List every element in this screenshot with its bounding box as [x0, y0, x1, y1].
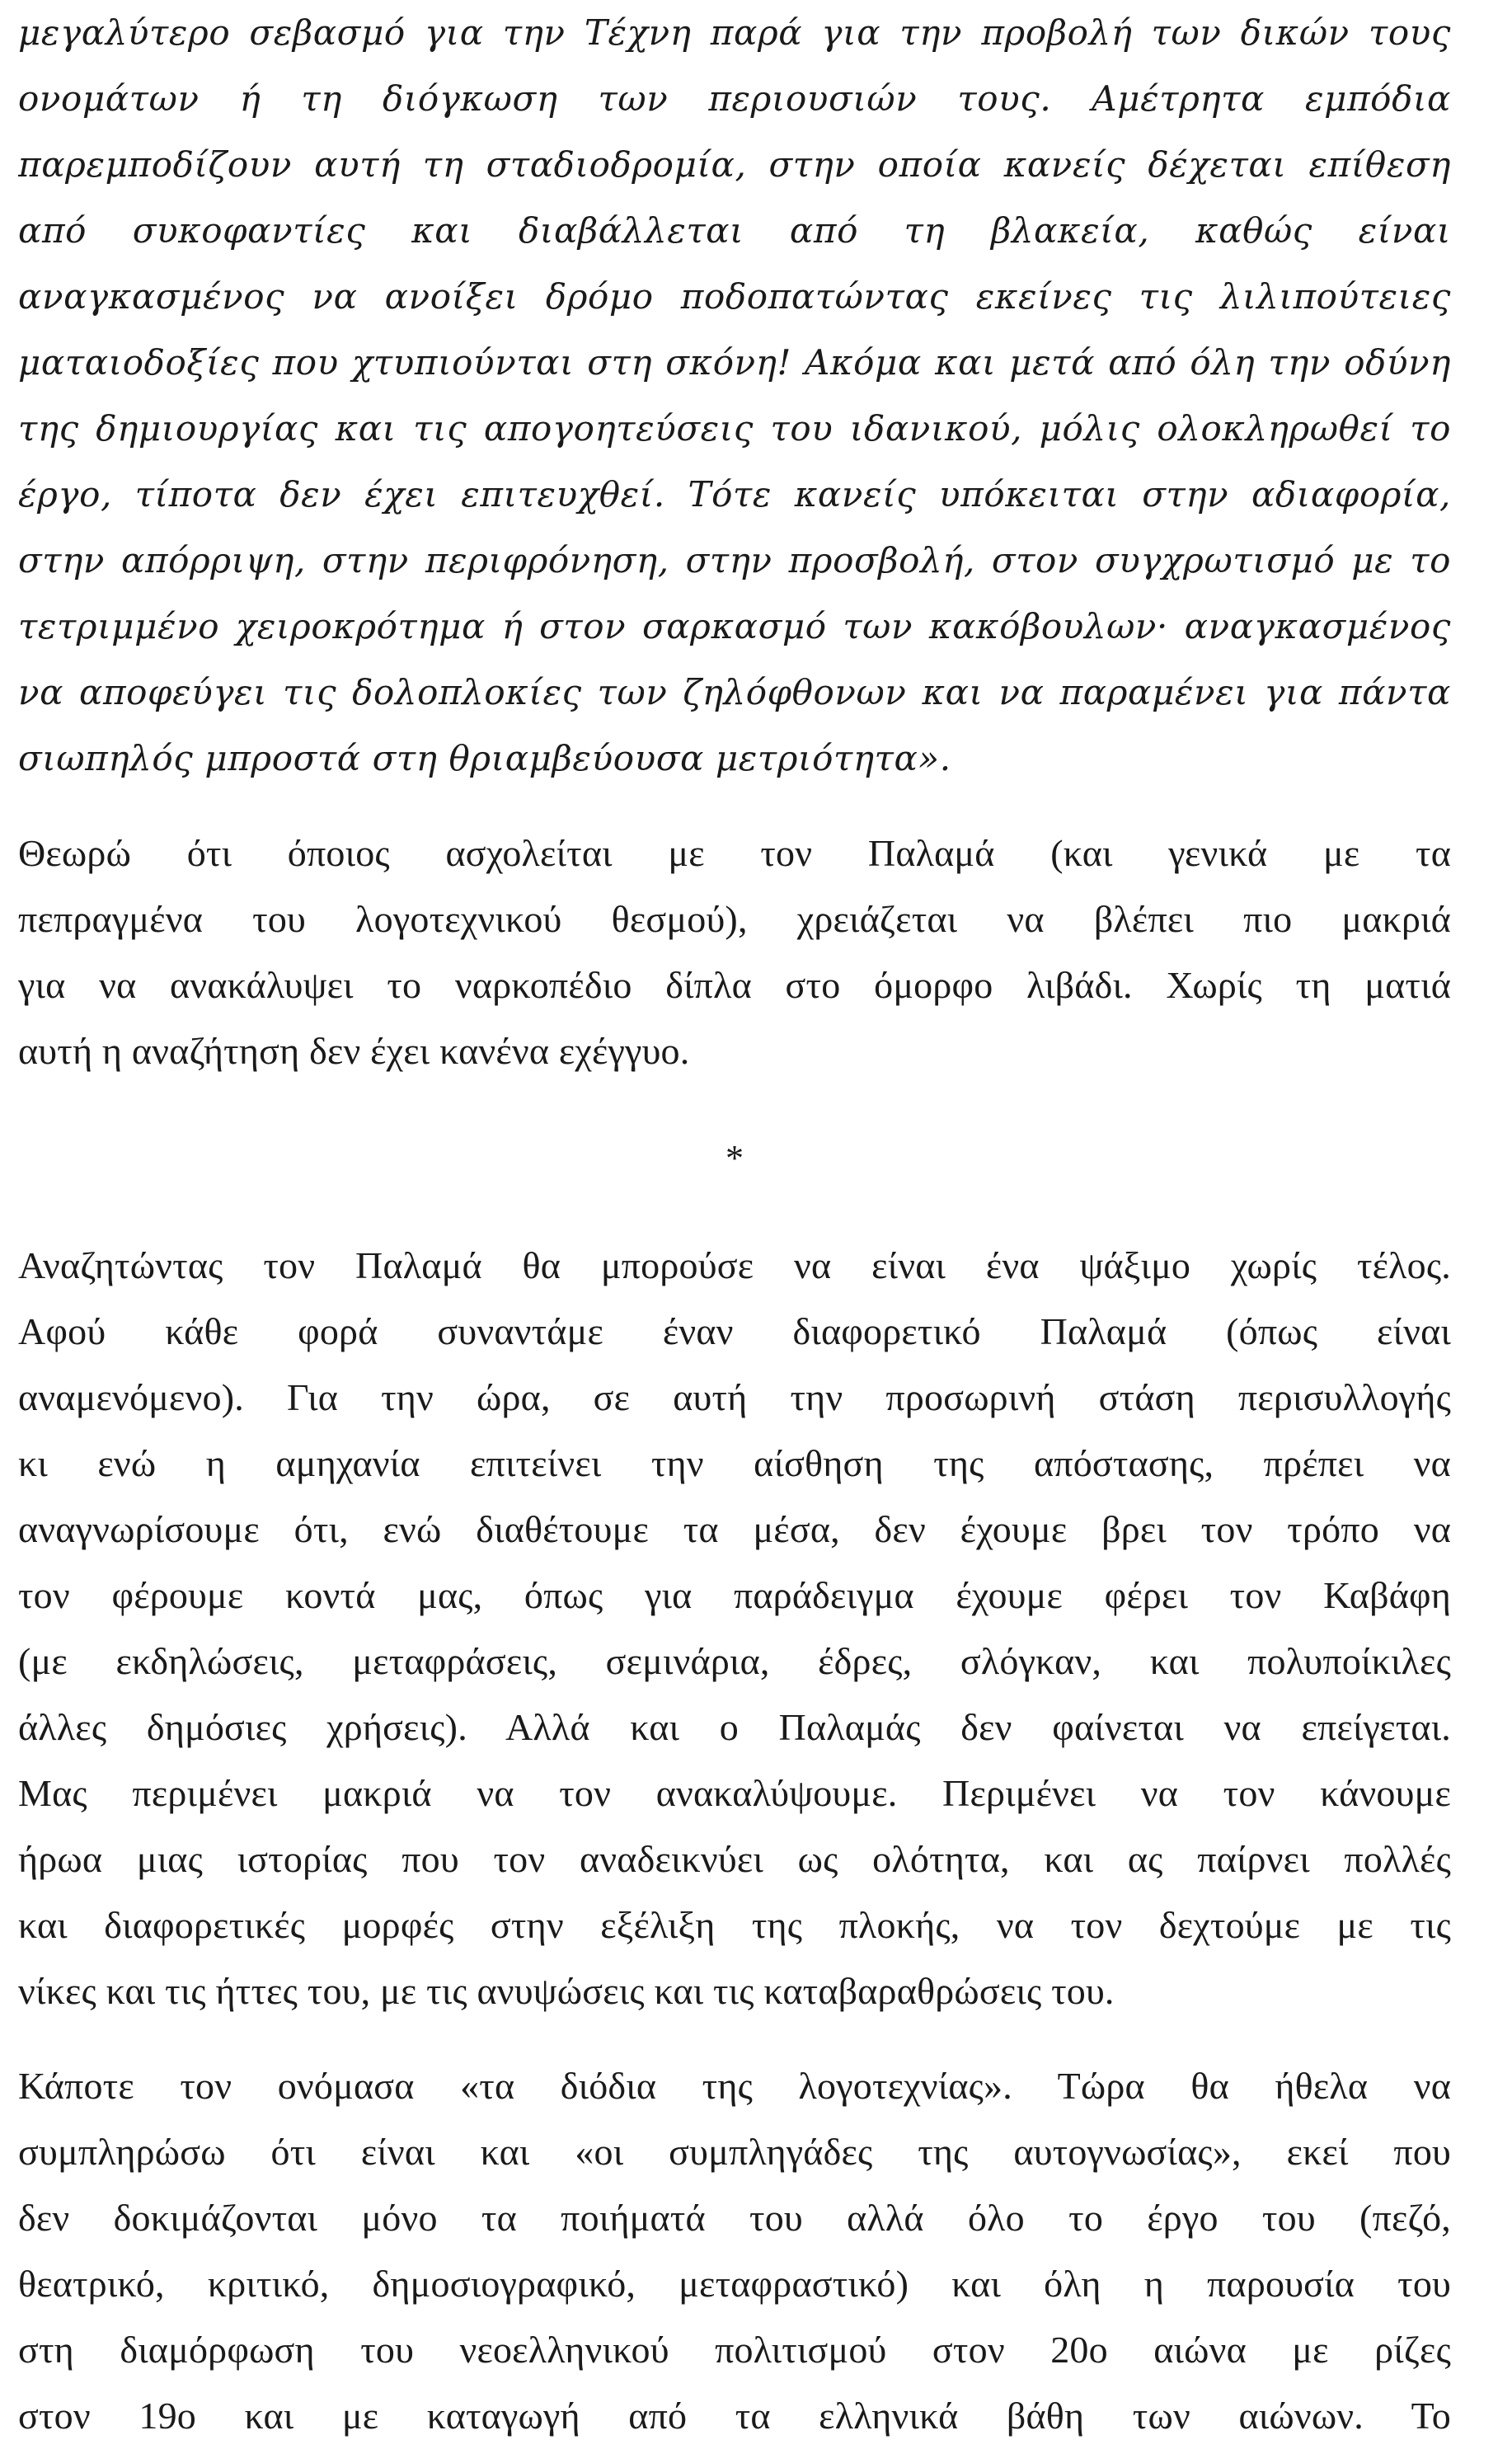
text-line: Αφού κάθε φορά συναντάμε έναν διαφορετικό Παλαμά (όπως είναι: [18, 1310, 1451, 1352]
text-line: αναμενόμενο). Για την ώρα, σε αυτή την προσωρινή στάση περισυλλογής: [18, 1376, 1451, 1418]
text-line: πεπραγμένα του λογοτεχνικού θεσμού), χρειάζεται να βλέπει πιο μακριά: [18, 898, 1451, 940]
text-line: αυτή η αναζήτηση δεν έχει κανένα εχέγγυο.: [18, 1030, 690, 1072]
text-line: άλλες δημόσιες χρήσεις). Αλλά και ο Παλαμάς δεν φαίνεται να επείγεται.: [18, 1706, 1451, 1748]
text-line: αναγνωρίσουμε ότι, ενώ διαθέτουμε τα μέσα, δεν έχουμε βρει τον τρόπο να: [18, 1508, 1451, 1550]
document-page: [18, 0, 1451, 2449]
text-line: και διαφορετικές μορφές στην εξέλιξη της πλοκής, να τον δεχτούμε με τις: [18, 1904, 1451, 1946]
text-line: (με εκδηλώσεις, μεταφράσεις, σεμινάρια, έδρες, σλόγκαν, και πολυποίκιλες: [18, 1640, 1451, 1682]
text-line: συμπληρώσω ότι είναι και «οι συμπληγάδες της αυτογνωσίας», εκεί που: [18, 2131, 1451, 2173]
paragraph-searching-palamas: [18, 1233, 1451, 2024]
text-line: Κάποτε τον ονόμασα «τα διόδια της λογοτεχνίας». Τώρα θα ήθελα να: [18, 2065, 1451, 2107]
text-line: Μας περιμένει μακριά να τον ανακαλύψουμε. Περιμένει να τον κάνουμε: [18, 1772, 1451, 1814]
text-line: τετριμμένο χειροκρότημα ή στον σαρκασμό των κακόβουλων· αναγκασμένος: [18, 606, 1451, 646]
text-line: στη διαμόρφωση του νεοελληνικού πολιτισμού στον 20ο αιώνα με ρίζες: [18, 2329, 1451, 2371]
text-line: Θεωρώ ότι όποιος ασχολείται με τον Παλαμά (και γενικά με τα: [18, 832, 1451, 874]
text-line: δεν δοκιμάζονται μόνο τα ποιήματά του αλλά όλο το έργο του (πεζό,: [18, 2197, 1451, 2239]
text-line: Αναζητώντας τον Παλαμά θα μπορούσε να είναι ένα ψάξιμο χωρίς τέλος.: [18, 1244, 1451, 1286]
text-line: στον 19ο και με καταγωγή από τα ελληνικά βάθη των αιώνων. Το: [18, 2395, 1451, 2437]
text-line: ματαιοδοξίες που χτυπιούνται στη σκόνη! Ακόμα και μετά από όλη την οδύνη: [18, 342, 1451, 383]
text-line: από συκοφαντίες και διαβάλλεται από τη βλακεία, καθώς είναι: [18, 210, 1451, 251]
text-line: μεγαλύτερο σεβασμό για την Τέχνη παρά για την προβολή των δικών τους: [18, 12, 1451, 53]
text-line: θεατρικό, κριτικό, δημοσιογραφικό, μεταφραστικό) και όλη η παρουσία του: [18, 2263, 1451, 2305]
text-line: κι ενώ η αμηχανία επιτείνει την αίσθηση της απόστασης, πρέπει να: [18, 1442, 1451, 1484]
text-line: τον φέρουμε κοντά μας, όπως για παράδειγμα έχουμε φέρει τον Καβάφη: [18, 1574, 1451, 1616]
text-line: αναγκασμένος να ανοίξει δρόμο ποδοπατώντας εκείνες τις λιλιπούτειες: [18, 276, 1451, 317]
text-line: σιωπηλός μπροστά στη θριαμβεύουσα μετριότητα».: [18, 738, 951, 778]
text-line: νίκες και τις ήττες του, με τις ανυψώσεις και τις καταβαραθρώσεις του.: [18, 1970, 1115, 2012]
text-line: να αποφεύγει τις δολοπλοκίες των ζηλόφθονων και να παραμένει για πάντα: [18, 672, 1451, 712]
text-line: έργο, τίποτα δεν έχει επιτευχθεί. Τότε κανείς υπόκειται στην αδιαφορία,: [18, 474, 1451, 515]
text-line: ήρωα μιας ιστορίας που τον αναδεικνύει ως ολότητα, και ας παίρνει πολλές: [18, 1838, 1451, 1880]
text-line: για να ανακάλυψει το ναρκοπέδιο δίπλα στο όμορφο λιβάδι. Χωρίς τη ματιά: [18, 964, 1451, 1006]
text-line: στην απόρριψη, στην περιφρόνηση, στην προσβολή, στον συγχρωτισμό με το: [18, 540, 1451, 581]
paragraph-tolls-of-literature: [18, 2053, 1451, 2449]
paragraph-quote: [18, 0, 1451, 792]
paragraph-palamas-view: [18, 820, 1451, 1084]
text-line: ονομάτων ή τη διόγκωση των περιουσιών τους. Αμέτρητα εμπόδια: [18, 78, 1451, 119]
text-line: παρεμποδίζουν αυτή τη σταδιοδρομία, στην οποία κανείς δέχεται επίθεση: [18, 144, 1451, 185]
text-line: της δημιουργίας και τις απογοητεύσεις του ιδανικού, μόλις ολοκληρωθεί το: [18, 408, 1451, 449]
section-separator: *: [725, 1138, 744, 1178]
